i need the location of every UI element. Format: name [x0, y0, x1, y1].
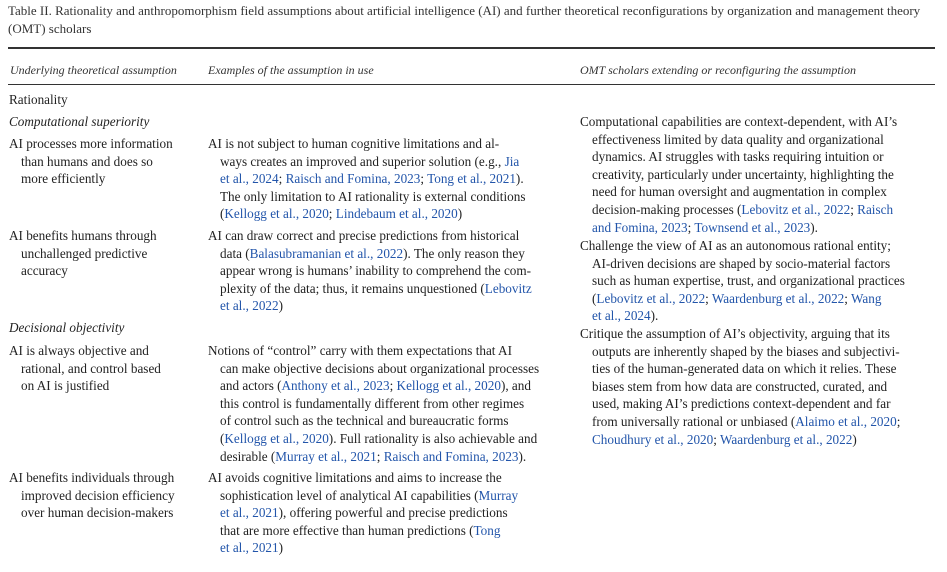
text-segment: appear wrong is humans’ inability to comprehend the com- [220, 263, 532, 279]
text-line [208, 504, 568, 522]
text-segment: that are more effective than human predictions ( [220, 522, 474, 538]
citation-link[interactable]: Wang [851, 290, 882, 306]
text-line [208, 469, 568, 487]
text-segment: from universally rational or unbiased ( [592, 413, 796, 429]
assumption-line: more efficiently [21, 171, 106, 187]
omt-1 [580, 113, 940, 236]
citation-link[interactable]: Anthony et al., 2023 [281, 378, 390, 394]
text-line [208, 377, 568, 395]
text-line [580, 131, 940, 149]
text-line [208, 280, 568, 298]
citation-link[interactable]: Waardenburg et al., 2022 [719, 431, 853, 447]
citation-link[interactable]: Lindebaum et al., 2020 [335, 206, 458, 222]
text-line [208, 245, 568, 263]
citation-link[interactable]: Balasubramanian et al., 2022 [249, 245, 404, 261]
subsection-decisional-objectivity: Decisional objectivity [9, 320, 125, 335]
text-line [580, 378, 940, 396]
text-line [580, 237, 940, 255]
omt-3 [580, 325, 940, 448]
citation-link[interactable]: Tong et al., 2021 [427, 171, 516, 187]
assumption-line: over human decision-makers [21, 505, 174, 521]
text-line [208, 262, 568, 280]
text-segment: ; [850, 201, 858, 217]
text-segment: this control is fundamentally different from other regimes [220, 395, 525, 411]
text-line [580, 219, 940, 237]
text-segment: ), offering powerful and precise predictions [278, 505, 508, 521]
text-line [208, 412, 568, 430]
assumption-4 [9, 469, 199, 522]
citation-link[interactable]: Waardenburg et al., 2022 [711, 290, 845, 306]
text-segment: used, making AI’s predictions context-dependent and far [592, 396, 891, 412]
text-segment: decision-making processes ( [592, 201, 742, 217]
citation-link[interactable]: et al., 2021 [220, 505, 279, 521]
header-examples: Examples of the assumption in use [208, 63, 374, 77]
citation-link[interactable]: Kellogg et al., 2020 [396, 378, 501, 394]
text-segment: ). [810, 219, 818, 235]
text-line [208, 153, 568, 171]
text-line [208, 205, 568, 223]
text-line [580, 325, 940, 343]
citation-link[interactable]: Jia [504, 153, 520, 169]
text-segment: ; [844, 290, 851, 306]
assumption-line: AI benefits individuals through [9, 470, 175, 485]
text-segment: and actors ( [220, 378, 282, 394]
assumption-line: than humans and does so [21, 153, 153, 169]
table-caption: Table II. Rationality and anthropomorphism field assumptions about artificial intelligence (AI) and further theoretical reconfigurations by organization and management theory (OMT) scholars [8, 3, 921, 36]
citation-link[interactable]: Alaimo et al., 2020 [795, 413, 897, 429]
text-segment: ). [650, 308, 659, 324]
assumption-line: accuracy [21, 263, 68, 279]
text-segment: ), and [500, 378, 531, 394]
text-segment: ( [592, 290, 597, 306]
text-line [208, 297, 568, 315]
omt-2 [580, 237, 940, 325]
text-line [208, 448, 568, 466]
citation-link[interactable]: et al., 2024 [220, 171, 279, 187]
text-segment: ( [220, 430, 225, 446]
example-1 [208, 135, 568, 223]
citation-link[interactable]: Lebovitz [484, 280, 532, 296]
text-segment: dynamics. AI struggles with tasks requiring intuition or [592, 149, 884, 165]
assumption-line: on AI is justified [21, 378, 110, 394]
text-line [208, 360, 568, 378]
text-segment: desirable ( [220, 448, 276, 464]
example-2 [208, 227, 568, 315]
text-segment: Computational capabilities are context-dependent, with AI’s [580, 114, 898, 129]
assumption-3 [9, 342, 199, 395]
text-line [208, 227, 568, 245]
header-rule [8, 84, 935, 85]
citation-link[interactable]: Murray et al., 2021 [275, 448, 377, 464]
citation-link[interactable]: Lebovitz et al., 2022 [596, 290, 706, 306]
assumption-2 [9, 227, 199, 280]
text-line [208, 522, 568, 540]
text-segment: biases stem from how data are constructed, curated, and [592, 378, 888, 394]
text-line [208, 188, 568, 206]
text-segment: sophistication level of analytical AI capabilities ( [220, 487, 479, 503]
text-line [580, 290, 940, 308]
text-segment: Critique the assumption of AI’s objectivity, arguing that its [580, 326, 890, 341]
text-line [208, 135, 568, 153]
text-segment: ties of the human-generated data on which it relies. These [592, 361, 897, 377]
text-segment: ; [328, 206, 336, 222]
text-segment: AI avoids cognitive limitations and aims to increase the [208, 470, 502, 485]
citation-link[interactable]: Raisch and Fomina, 2023 [383, 448, 519, 464]
citation-link[interactable]: Tong [473, 522, 501, 538]
text-segment: ) [278, 540, 284, 556]
section-rationality: Rationality [9, 92, 68, 107]
text-segment: Notions of “control” carry with them expectations that AI [208, 343, 512, 358]
text-line [208, 170, 568, 188]
assumption-line: AI benefits humans through [9, 228, 157, 243]
citation-link[interactable]: Townsend et al., 2023 [694, 219, 811, 235]
assumption-line: AI is always objective and [9, 343, 149, 358]
text-line [208, 539, 568, 557]
assumption-line: improved decision efficiency [21, 487, 175, 503]
text-segment: can make objective decisions about organizational processes [220, 360, 540, 376]
assumption-1 [9, 135, 199, 188]
text-line [580, 307, 940, 325]
text-segment: outputs are inherently shaped by the biases and subjectivi- [592, 343, 900, 359]
text-line [208, 395, 568, 413]
text-line [580, 113, 940, 131]
text-segment: ways creates an improved and superior solution (e.g., [220, 153, 505, 169]
text-line [580, 413, 940, 431]
text-line [580, 255, 940, 273]
citation-link[interactable]: and Fomina, 2023 [592, 219, 688, 235]
text-segment: ) [457, 206, 463, 222]
text-segment: ; [687, 219, 695, 235]
text-line [580, 148, 940, 166]
citation-link[interactable]: Raisch and Fomina, 2023 [285, 171, 421, 187]
text-line [580, 166, 940, 184]
text-line [580, 395, 940, 413]
assumption-line: AI processes more information [9, 136, 173, 151]
text-line [580, 360, 940, 378]
text-segment: AI is not subject to human cognitive limitations and al- [208, 136, 500, 151]
text-segment: ; [420, 171, 428, 187]
citation-link[interactable]: et al., 2021 [220, 540, 279, 556]
text-segment: such as human expertise, trust, and organizational practices [592, 273, 905, 289]
text-segment: need for human oversight and augmentation in complex [592, 184, 887, 200]
text-line [580, 431, 940, 449]
text-segment: ). The only reason they [403, 245, 525, 261]
text-segment: data ( [220, 245, 250, 261]
text-line [580, 183, 940, 201]
text-segment: AI can draw correct and precise predictions from historical [208, 228, 520, 243]
top-rule [8, 47, 935, 49]
text-segment: ; [705, 290, 712, 306]
citation-link[interactable]: Murray [478, 487, 519, 503]
text-segment: effectiveness limited by data quality and organizational [592, 131, 884, 147]
header-omt: OMT scholars extending or reconfiguring the assumption [580, 63, 856, 77]
citation-link[interactable]: Kellogg et al., 2020 [224, 430, 329, 446]
text-segment: ( [220, 206, 225, 222]
assumption-line: unchallenged predictive [21, 245, 148, 261]
citation-link[interactable]: Raisch [857, 201, 894, 217]
assumption-line: rational, and control based [21, 360, 161, 376]
text-segment: creativity, particularly under uncertainty, highlighting the [592, 166, 894, 182]
text-segment: ). Full rationality is also achievable and [328, 430, 538, 446]
text-segment: ) [852, 431, 857, 447]
text-segment: ; [376, 448, 384, 464]
text-line [208, 430, 568, 448]
subsection-computational-superiority: Computational superiority [9, 114, 150, 129]
citation-link[interactable]: et al., 2024 [592, 308, 651, 324]
text-segment: ) [278, 298, 284, 314]
text-segment: ). [515, 171, 524, 187]
text-line [208, 342, 568, 360]
citation-link[interactable]: Choudhury et al., 2020 [592, 431, 714, 447]
citation-link[interactable]: Lebovitz et al., 2022 [741, 201, 851, 217]
text-segment: plexity of the data; thus, it remains unquestioned ( [220, 280, 485, 296]
text-segment: ). [518, 448, 527, 464]
text-segment: ; [896, 413, 901, 429]
example-3 [208, 342, 568, 465]
example-4 [208, 469, 568, 557]
text-line [580, 201, 940, 219]
header-assumption: Underlying theoretical assumption [10, 63, 177, 77]
text-segment: Challenge the view of AI as an autonomous rational entity; [580, 238, 891, 253]
text-segment: ; [278, 171, 286, 187]
text-segment: of control such as the technical and bureaucratic forms [220, 413, 509, 429]
text-line [580, 343, 940, 361]
text-segment: The only limitation to AI rationality is external conditions [220, 188, 526, 204]
text-segment: AI-driven decisions are shaped by socio-material factors [592, 255, 891, 271]
text-segment: ; [389, 378, 397, 394]
text-line [580, 272, 940, 290]
text-segment: ; [713, 431, 720, 447]
citation-link[interactable]: Kellogg et al., 2020 [224, 206, 329, 222]
citation-link[interactable]: et al., 2022 [220, 298, 279, 314]
text-line [208, 487, 568, 505]
